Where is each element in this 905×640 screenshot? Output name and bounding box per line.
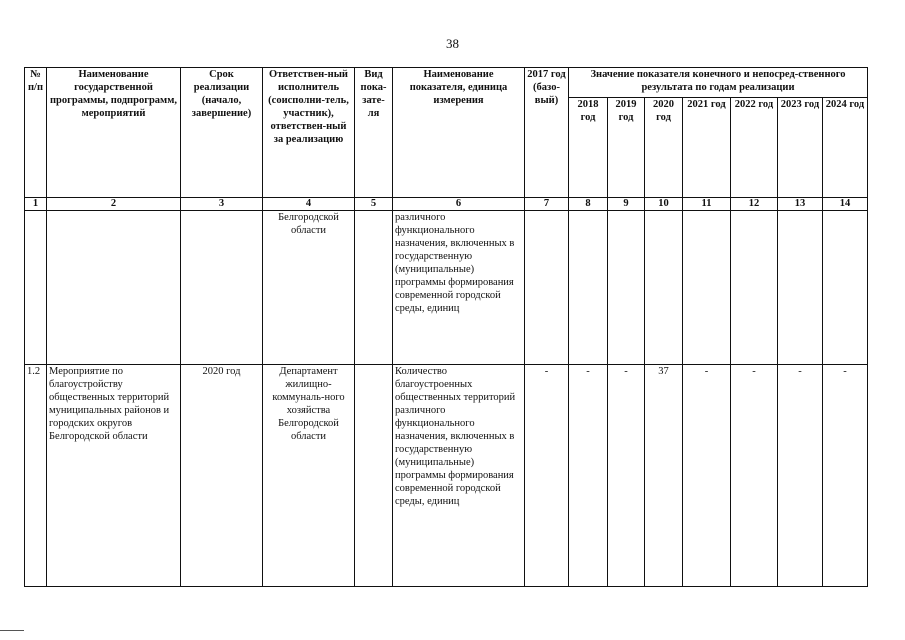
row-base-value: -: [525, 365, 569, 587]
column-number: 10: [645, 198, 683, 211]
column-number: 9: [608, 198, 645, 211]
row-value-2020: 37: [645, 365, 683, 587]
header-values-group: Значение показателя конечного и непосред-ственного результата по годам реализации: [569, 68, 868, 98]
column-number: 4: [263, 198, 355, 211]
row-base-value: [525, 211, 569, 365]
header-program-name: Наименование государственной программы, подпрограмм, мероприятий: [47, 68, 181, 198]
table-row: [25, 365, 868, 587]
column-number: 14: [823, 198, 868, 211]
row-program-name: Мероприятие по благоустройству общественных территорий муниципальных районов и городских округов Белгородской области: [47, 365, 181, 587]
header-base-year: 2017 год (базо-вый): [525, 68, 569, 198]
row-value-2022: [731, 211, 778, 365]
header-year-2020: 2020 год: [645, 98, 683, 198]
row-value-2019: -: [608, 365, 645, 587]
header-term: Срок реализации (начало, завершение): [181, 68, 263, 198]
column-number: 13: [778, 198, 823, 211]
row-executor: Департамент жилищно-коммуналь-ного хозяйства Белгородской области: [263, 365, 355, 587]
row-value-2024: -: [823, 365, 868, 587]
row-value-2021: -: [683, 365, 731, 587]
column-number: 8: [569, 198, 608, 211]
column-number: 5: [355, 198, 393, 211]
row-value-2021: [683, 211, 731, 365]
row-value-2018: [569, 211, 608, 365]
header-indicator-kind: Вид пока-зате-ля: [355, 68, 393, 198]
header-number: № п/п: [25, 68, 47, 198]
row-indicator-name: различного функционального назначения, включенных в государственную (муниципальные) программы формирования современной городской среды, единиц: [393, 211, 525, 365]
row-value-2024: [823, 211, 868, 365]
footer-rule: [0, 630, 24, 631]
header-indicator-name: Наименование показателя, единица измерения: [393, 68, 525, 198]
row-value-2022: -: [731, 365, 778, 587]
header-year-2021: 2021 год: [683, 98, 731, 198]
column-number: 7: [525, 198, 569, 211]
column-number: 11: [683, 198, 731, 211]
header-year-2019: 2019 год: [608, 98, 645, 198]
row-indicator-name: Количество благоустроенных общественных территорий различного функционального назначения, включенных в государственную (муниципальные) программы формирования современной городской среды, единиц: [393, 365, 525, 587]
row-value-2023: [778, 211, 823, 365]
column-number: 2: [47, 198, 181, 211]
row-value-2018: -: [569, 365, 608, 587]
header-executor: Ответствен-ный исполнитель (соисполни-тель, участник), ответствен-ный за реализацию: [263, 68, 355, 198]
header-year-2018: 2018 год: [569, 98, 608, 198]
row-value-2020: [645, 211, 683, 365]
table-row: [25, 211, 868, 365]
header-year-2022: 2022 год: [731, 98, 778, 198]
header-year-2023: 2023 год: [778, 98, 823, 198]
row-value-2019: [608, 211, 645, 365]
column-number: 1: [25, 198, 47, 211]
column-number: 6: [393, 198, 525, 211]
row-term: [181, 211, 263, 365]
header-year-2024: 2024 год: [823, 98, 868, 198]
row-indicator-kind: [355, 365, 393, 587]
row-indicator-kind: [355, 211, 393, 365]
row-value-2023: -: [778, 365, 823, 587]
column-number: 3: [181, 198, 263, 211]
column-number: 12: [731, 198, 778, 211]
row-number: 1.2: [25, 365, 47, 587]
row-program-name: [47, 211, 181, 365]
column-number-row: [25, 198, 868, 211]
page-number: 38: [446, 36, 459, 51]
indicators-table: [24, 67, 868, 587]
row-term: 2020 год: [181, 365, 263, 587]
row-number: [25, 211, 47, 365]
row-executor: Белгородской области: [263, 211, 355, 365]
